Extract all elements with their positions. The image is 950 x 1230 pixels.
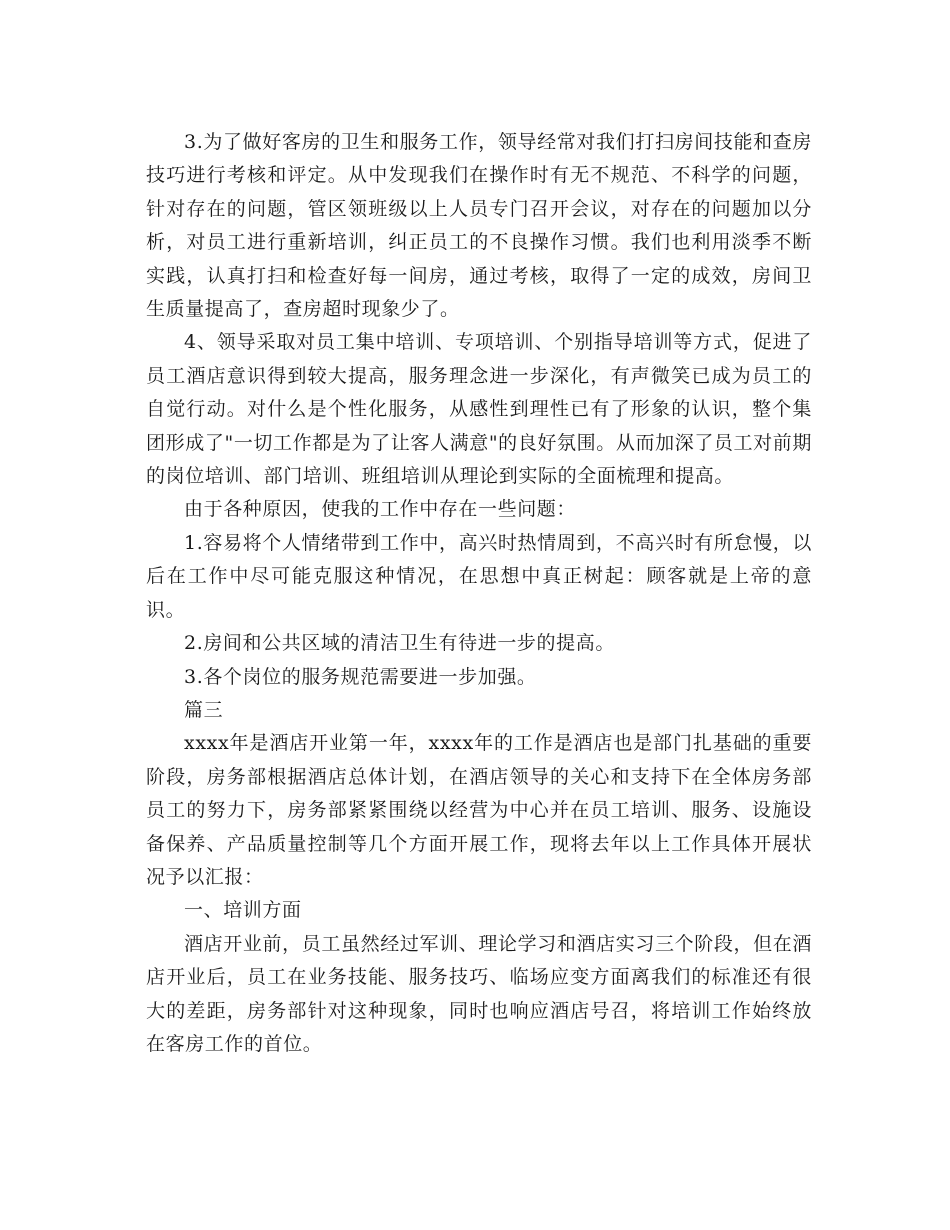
paragraph-problem-2: 2.房间和公共区域的清洁卫生有待进一步的提高。 bbox=[184, 632, 615, 655]
paragraph-problems-intro: 由于各种原因，使我的工作中存在一些问题： bbox=[184, 498, 577, 521]
section-heading-training: 一、培训方面 bbox=[184, 899, 302, 922]
paragraph-part-three-intro: xxxx年是酒店开业第一年，xxxx年的工作是酒店也是部门扎基础的重要阶段，房务部根据酒店总体计划，在酒店领导的关心和支持下在全体房务部员工的努力下，房务部紧紧围绕以经营为中心并在员工培训、服务、设施设备保养、产品质量控制等几个方面开展工作，现将去年以上工作具体开展状况予以汇报： bbox=[146, 732, 812, 888]
section-heading-part-three: 篇三 bbox=[184, 698, 224, 721]
paragraph-room-hygiene-assessment: 3.为了做好客房的卫生和服务工作，领导经常对我们打扫房间技能和查房技巧进行考核和评定。从中发现我们在操作时有无不规范、不科学的问题，针对存在的问题，管区领班级以上人员专门召开会议，对存在的问题加以分析，对员工进行重新培训，纠正员工的不良操作习惯。我们也利用淡季不断实践，认真打扫和检查好每一间房，通过考核，取得了一定的成效，房间卫生质量提高了，查房超时现象少了。 bbox=[146, 131, 812, 321]
paragraph-training-details: 酒店开业前，员工虽然经过军训、理论学习和酒店实习三个阶段，但在酒店开业后，员工在业务技能、服务技巧、临场应变方面离我们的标准还有很大的差距，房务部针对这种现象，同时也响应酒店号召，将培训工作始终放在客房工作的首位。 bbox=[146, 932, 812, 1055]
paragraph-problem-3: 3.各个岗位的服务规范需要进一步加强。 bbox=[184, 665, 537, 688]
document-body bbox=[146, 126, 812, 1061]
paragraph-staff-training-methods: 4、领导采取对员工集中培训、专项培训、个别指导培训等方式，促进了员工酒店意识得到较大提高，服务理念进一步深化，有声微笑已成为员工的自觉行动。对什么是个性化服务，从感性到理性已有了形象的认识，整个集团形成了"一切工作都是为了让客人满意"的良好氛围。从而加深了员工对前期的岗位培训、部门培训、班组培训从理论到实际的全面梳理和提高。 bbox=[146, 331, 812, 488]
paragraph-problem-1: 1.容易将个人情绪带到工作中，高兴时热情周到，不高兴时有所怠慢，以后在工作中尽可能克服这种情况，在思想中真正树起：顾客就是上帝的意识。 bbox=[146, 531, 812, 621]
